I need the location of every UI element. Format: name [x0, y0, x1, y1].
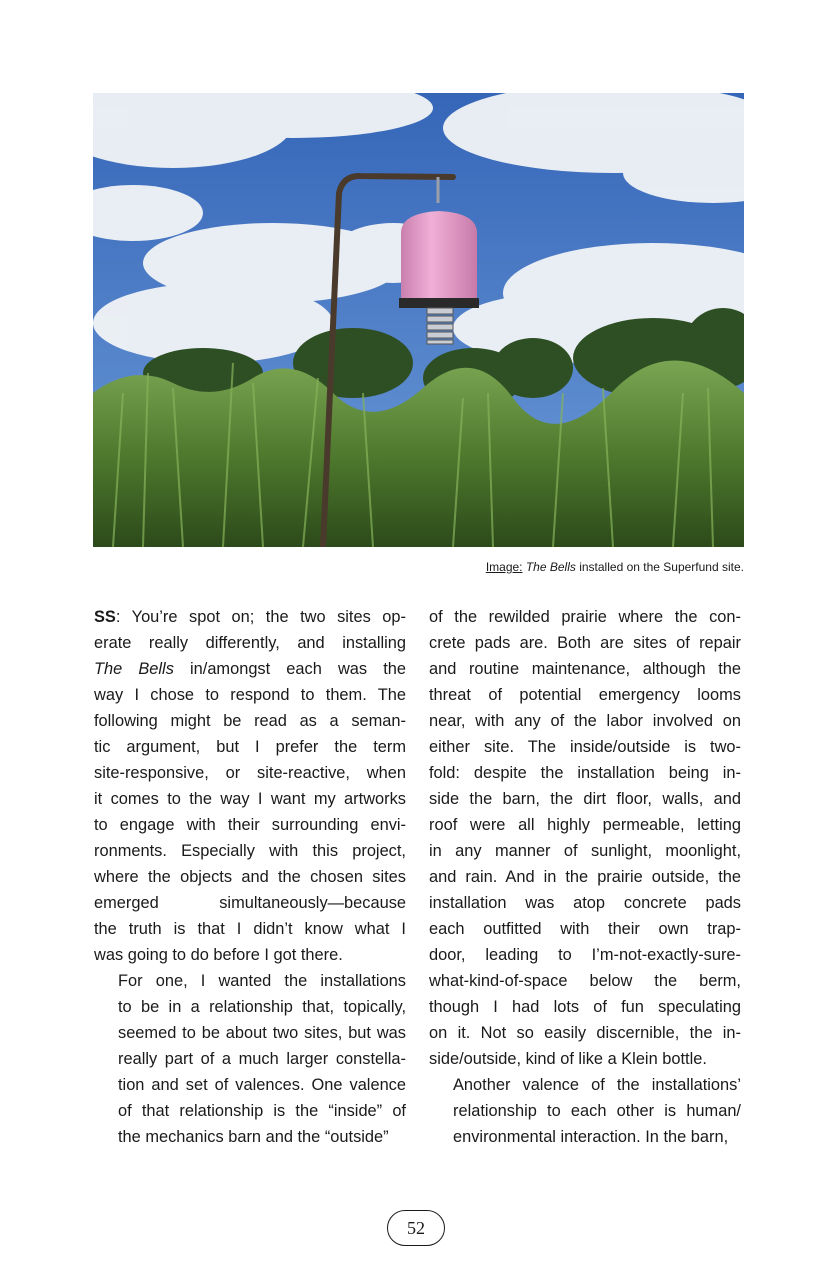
text-line: was going to do before I got there.: [94, 946, 343, 964]
text-line: where the objects and the chosen sites: [94, 868, 406, 886]
page-number: 52: [387, 1210, 445, 1246]
text-line: tic argument, but I prefer the term: [94, 738, 406, 756]
text-line: door, leading to I’m-not-exactly-sure-: [429, 946, 741, 964]
text-line: site-responsive, or site-reactive, when: [94, 764, 406, 782]
artwork-title: The Bells: [94, 660, 174, 678]
text-line: For one, I wanted the installations: [118, 972, 406, 990]
paragraph: [429, 604, 741, 1072]
paragraph: [94, 604, 406, 968]
photo-illustration: [93, 93, 744, 547]
paragraph: [94, 968, 406, 1150]
text-line: either site. The inside/outside is two-: [429, 738, 741, 756]
caption-title: The Bells: [525, 560, 576, 574]
text-line: and routine maintenance, although the: [429, 660, 741, 678]
text-line: crete pads are. Both are sites of repair: [429, 634, 741, 652]
text-line: the mechanics barn and the “outside”: [118, 1128, 389, 1146]
text-column-left: [94, 604, 406, 1150]
text-line: what-kind-of-space below the berm,: [429, 972, 741, 990]
paragraph: [429, 1072, 741, 1150]
text-line: on it. Not so easily discernible, the in-: [429, 1024, 741, 1042]
text-line: relationship to each other is human/: [453, 1102, 741, 1120]
text-line: tion and set of valences. One valence: [118, 1076, 406, 1094]
text-line: emerged simultaneously—because: [94, 894, 406, 912]
text-line: seemed to be about two sites, but was: [118, 1024, 406, 1042]
text-line: each outfitted with their own trap-: [429, 920, 741, 938]
caption-label: Image:: [485, 560, 523, 574]
text-line: Another valence of the installations’: [453, 1076, 741, 1094]
text-line: erate really differently, and installing: [94, 634, 406, 652]
image-caption: [486, 560, 744, 574]
text-line: of the rewilded prairie where the con-: [429, 608, 741, 626]
text-line: roof were all highly permeable, letting: [429, 816, 741, 834]
text-line: side/outside, kind of like a Klein bottle.: [429, 1050, 707, 1068]
text-column-right: [429, 604, 741, 1150]
text-line: near, with any of the labor involved on: [429, 712, 741, 730]
caption-text: installed on the Superfund site.: [575, 560, 744, 574]
text-line: side the barn, the dirt floor, walls, and: [429, 790, 741, 808]
text-line: it comes to the way I want my artworks: [94, 790, 406, 808]
text-line: really part of a much larger constella-: [118, 1050, 406, 1068]
text-line: SS: You’re spot on; the two sites op-: [94, 608, 406, 626]
text-line: threat of potential emergency looms: [429, 686, 741, 704]
text-line: The Bells in/amongst each was the: [94, 660, 406, 678]
text-line: to engage with their surrounding envi-: [94, 816, 406, 834]
text-line: fold: despite the installation being in-: [429, 764, 741, 782]
photo-the-bells: [93, 93, 744, 547]
text-line: installation was atop concrete pads: [429, 894, 741, 912]
text-line: of that relationship is the “inside” of: [118, 1102, 406, 1120]
text-line: ronments. Especially with this project,: [94, 842, 406, 860]
text-line: in any manner of sunlight, moonlight,: [429, 842, 741, 860]
text-line: and rain. And in the prairie outside, the: [429, 868, 741, 886]
text-line: environmental interaction. In the barn,: [453, 1128, 729, 1146]
text-line: way I chose to respond to them. The: [94, 686, 406, 704]
text-line: the truth is that I didn’t know what I: [94, 920, 406, 938]
text-line: to be in a relationship that, topically,: [118, 998, 406, 1016]
speaker-initials: SS: [94, 608, 116, 626]
text-line: though I had lots of fun speculating: [429, 998, 741, 1016]
text-line: following might be read as a seman-: [94, 712, 406, 730]
